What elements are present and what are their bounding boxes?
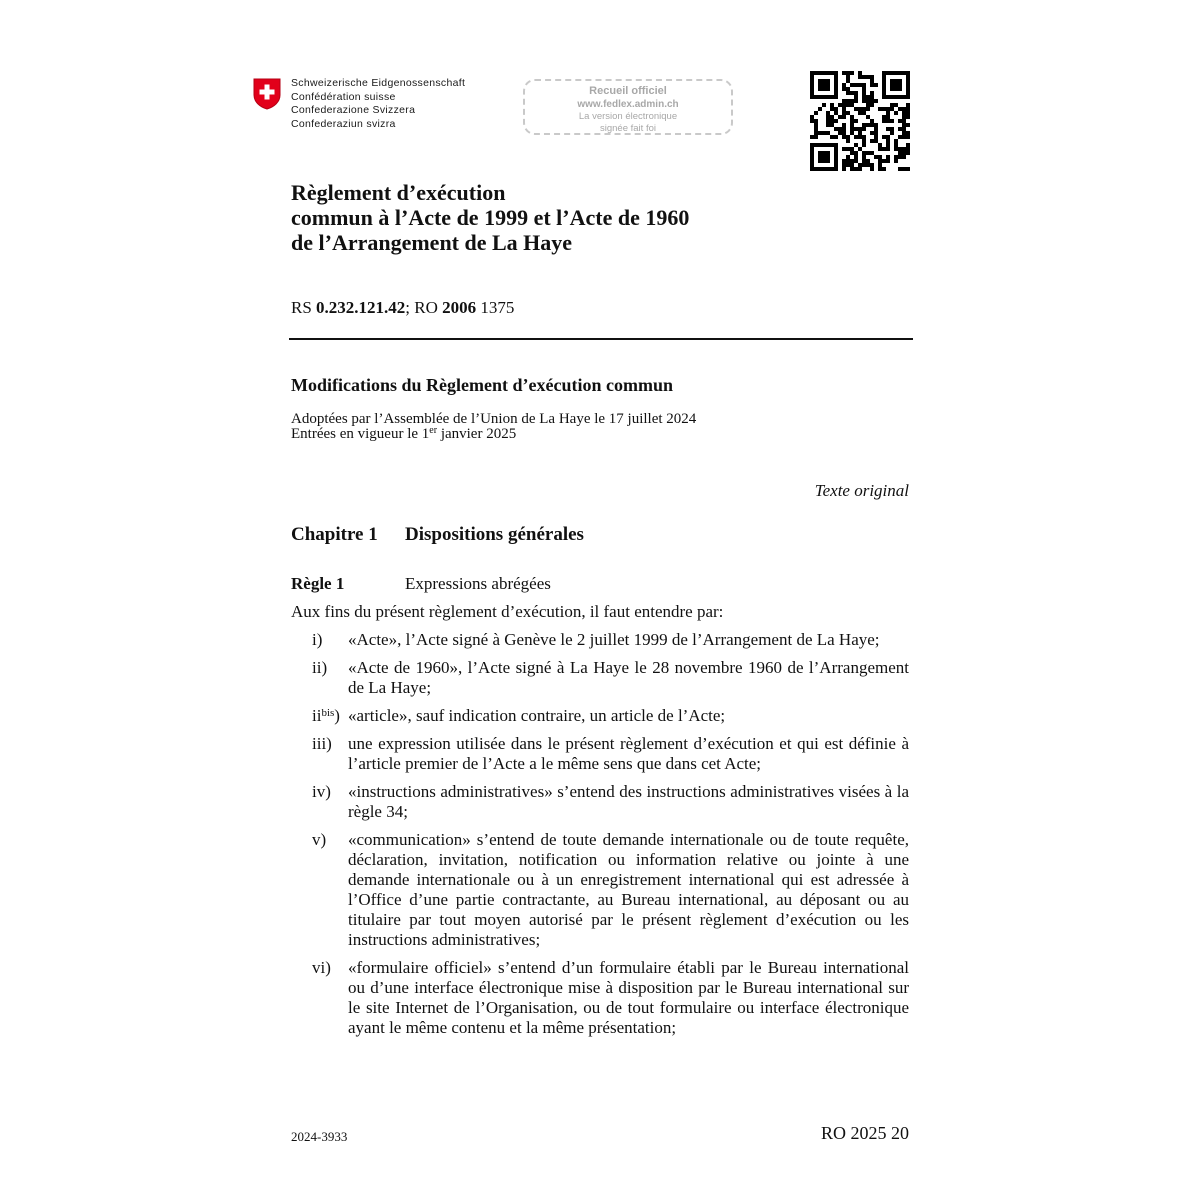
in-force-date xyxy=(291,427,696,442)
title-line-2: commun à l’Acte de 1999 et l’Acte de 1960 xyxy=(291,205,690,230)
item-label-suffix: ) xyxy=(334,706,340,725)
confederation-name-de: Schweizerische Eidgenossenschaft xyxy=(291,77,466,89)
in-force-suffix: janvier 2025 xyxy=(437,426,517,442)
item-label-sup: bis xyxy=(321,707,335,719)
item-label-text: i) xyxy=(312,630,323,649)
item-label xyxy=(312,830,326,850)
in-force-prefix: Entrées en vigueur le 1 xyxy=(291,426,430,442)
in-force-sup: er xyxy=(429,425,438,436)
page-title xyxy=(291,180,689,255)
list-item xyxy=(312,830,909,950)
chapter-title: Dispositions générales xyxy=(405,524,584,545)
item-label xyxy=(312,706,340,726)
item-label xyxy=(312,734,332,754)
item-label xyxy=(312,658,327,678)
adopted-date: Adoptées par l’Assemblée de l’Union de La Haye le 17 juillet 2024 xyxy=(291,411,697,427)
confederation-names xyxy=(291,77,465,131)
item-label xyxy=(312,958,331,978)
item-label xyxy=(312,782,331,802)
rs-number: 0.232.121.42 xyxy=(316,298,406,317)
title-line-3: de l’Arrangement de La Haye xyxy=(291,230,573,255)
item-text: «Acte de 1960», l’Acte signé à La Haye le 28 novembre 1960 de l’Arrangement de La Haye; xyxy=(348,658,909,697)
modifications-heading: Modifications du Règlement d’exécution commun xyxy=(291,375,673,395)
item-text: «instructions administratives» s’entend des instructions administratives visées à la règle 34; xyxy=(348,782,909,821)
item-text: «formulaire officiel» s’entend d’un formulaire établi par le Bureau international ou d’une interface électronique mise à disposition par le Bureau international sur le site Internet de l’Organisation, ou de tout formulaire ou interface électronique ayant le même contenu et la même présentation; xyxy=(348,958,909,1037)
list-item xyxy=(312,734,909,774)
horizontal-divider xyxy=(289,338,913,340)
item-text: «article», sauf indication contraire, un article de l’Acte; xyxy=(348,706,726,725)
page-reference: RO 2025 20 xyxy=(820,1123,909,1143)
document-number: 2024-3933 xyxy=(291,1129,348,1144)
ro-prefix: ; RO xyxy=(405,298,443,317)
ro-page: 1375 xyxy=(476,298,515,317)
rule-title: Expressions abrégées xyxy=(405,574,551,593)
stamp-title: Recueil officiel xyxy=(589,85,667,97)
rule-heading xyxy=(291,574,551,594)
title-line-1: Règlement d’exécution xyxy=(291,180,506,205)
item-label-text: vi) xyxy=(312,958,331,977)
item-label-text: v) xyxy=(312,830,327,849)
item-label-text: ii) xyxy=(312,658,328,677)
confederation-name-rm: Confederaziun svizra xyxy=(291,117,396,130)
item-label-text: iii) xyxy=(312,734,332,753)
ro-year: 2006 xyxy=(442,298,477,317)
item-label-text: ii xyxy=(312,706,322,725)
definitions-list xyxy=(312,630,909,1046)
rule-intro: Aux fins du présent règlement d’exécution, il faut entendre par: xyxy=(291,602,724,621)
item-label xyxy=(312,630,322,650)
rs-prefix: RS xyxy=(291,298,317,317)
chapter-heading xyxy=(291,524,584,546)
stamp-note-1: La version électronique xyxy=(578,111,678,122)
chapter-number: Chapitre 1 xyxy=(291,524,378,545)
original-text-note: Texte original xyxy=(814,481,909,500)
adoption-info xyxy=(291,412,696,442)
swiss-cross-icon xyxy=(253,78,281,110)
reference-line xyxy=(291,298,514,318)
confederation-name-it: Confederazione Svizzera xyxy=(291,104,416,116)
rule-number: Règle 1 xyxy=(291,574,345,593)
item-text: «communication» s’entend de toute demande internationale ou de toute requête, déclaration, invitation, notification ou information relative ou jointe à une demande internationale ou à un enregistrement international qui est adressée à l’Office d’une partie contractante, au Bureau international, au déposant ou au titulaire par tout moyen autorisé par le présent règlement d’exécution ou les instructions administratives; xyxy=(348,830,909,949)
stamp-note-2: signée fait foi xyxy=(600,123,656,134)
list-item xyxy=(312,630,909,650)
confederation-name-fr: Confédération suisse xyxy=(291,90,396,103)
qr-code-icon[interactable] xyxy=(810,71,910,171)
list-item xyxy=(312,958,909,1038)
item-text: «Acte», l’Acte signé à Genève le 2 juillet 1999 de l’Arrangement de La Haye; xyxy=(348,630,880,649)
item-text: une expression utilisée dans le présent règlement d’exécution et qui est définie à l’article premier de l’Acte a le même sens que dans cet Acte; xyxy=(348,734,909,773)
official-collection-stamp xyxy=(523,79,733,135)
stamp-url: www.fedlex.admin.ch xyxy=(577,99,679,110)
item-label-text: iv) xyxy=(312,782,331,801)
list-item xyxy=(312,706,909,726)
list-item xyxy=(312,782,909,822)
list-item xyxy=(312,658,909,698)
